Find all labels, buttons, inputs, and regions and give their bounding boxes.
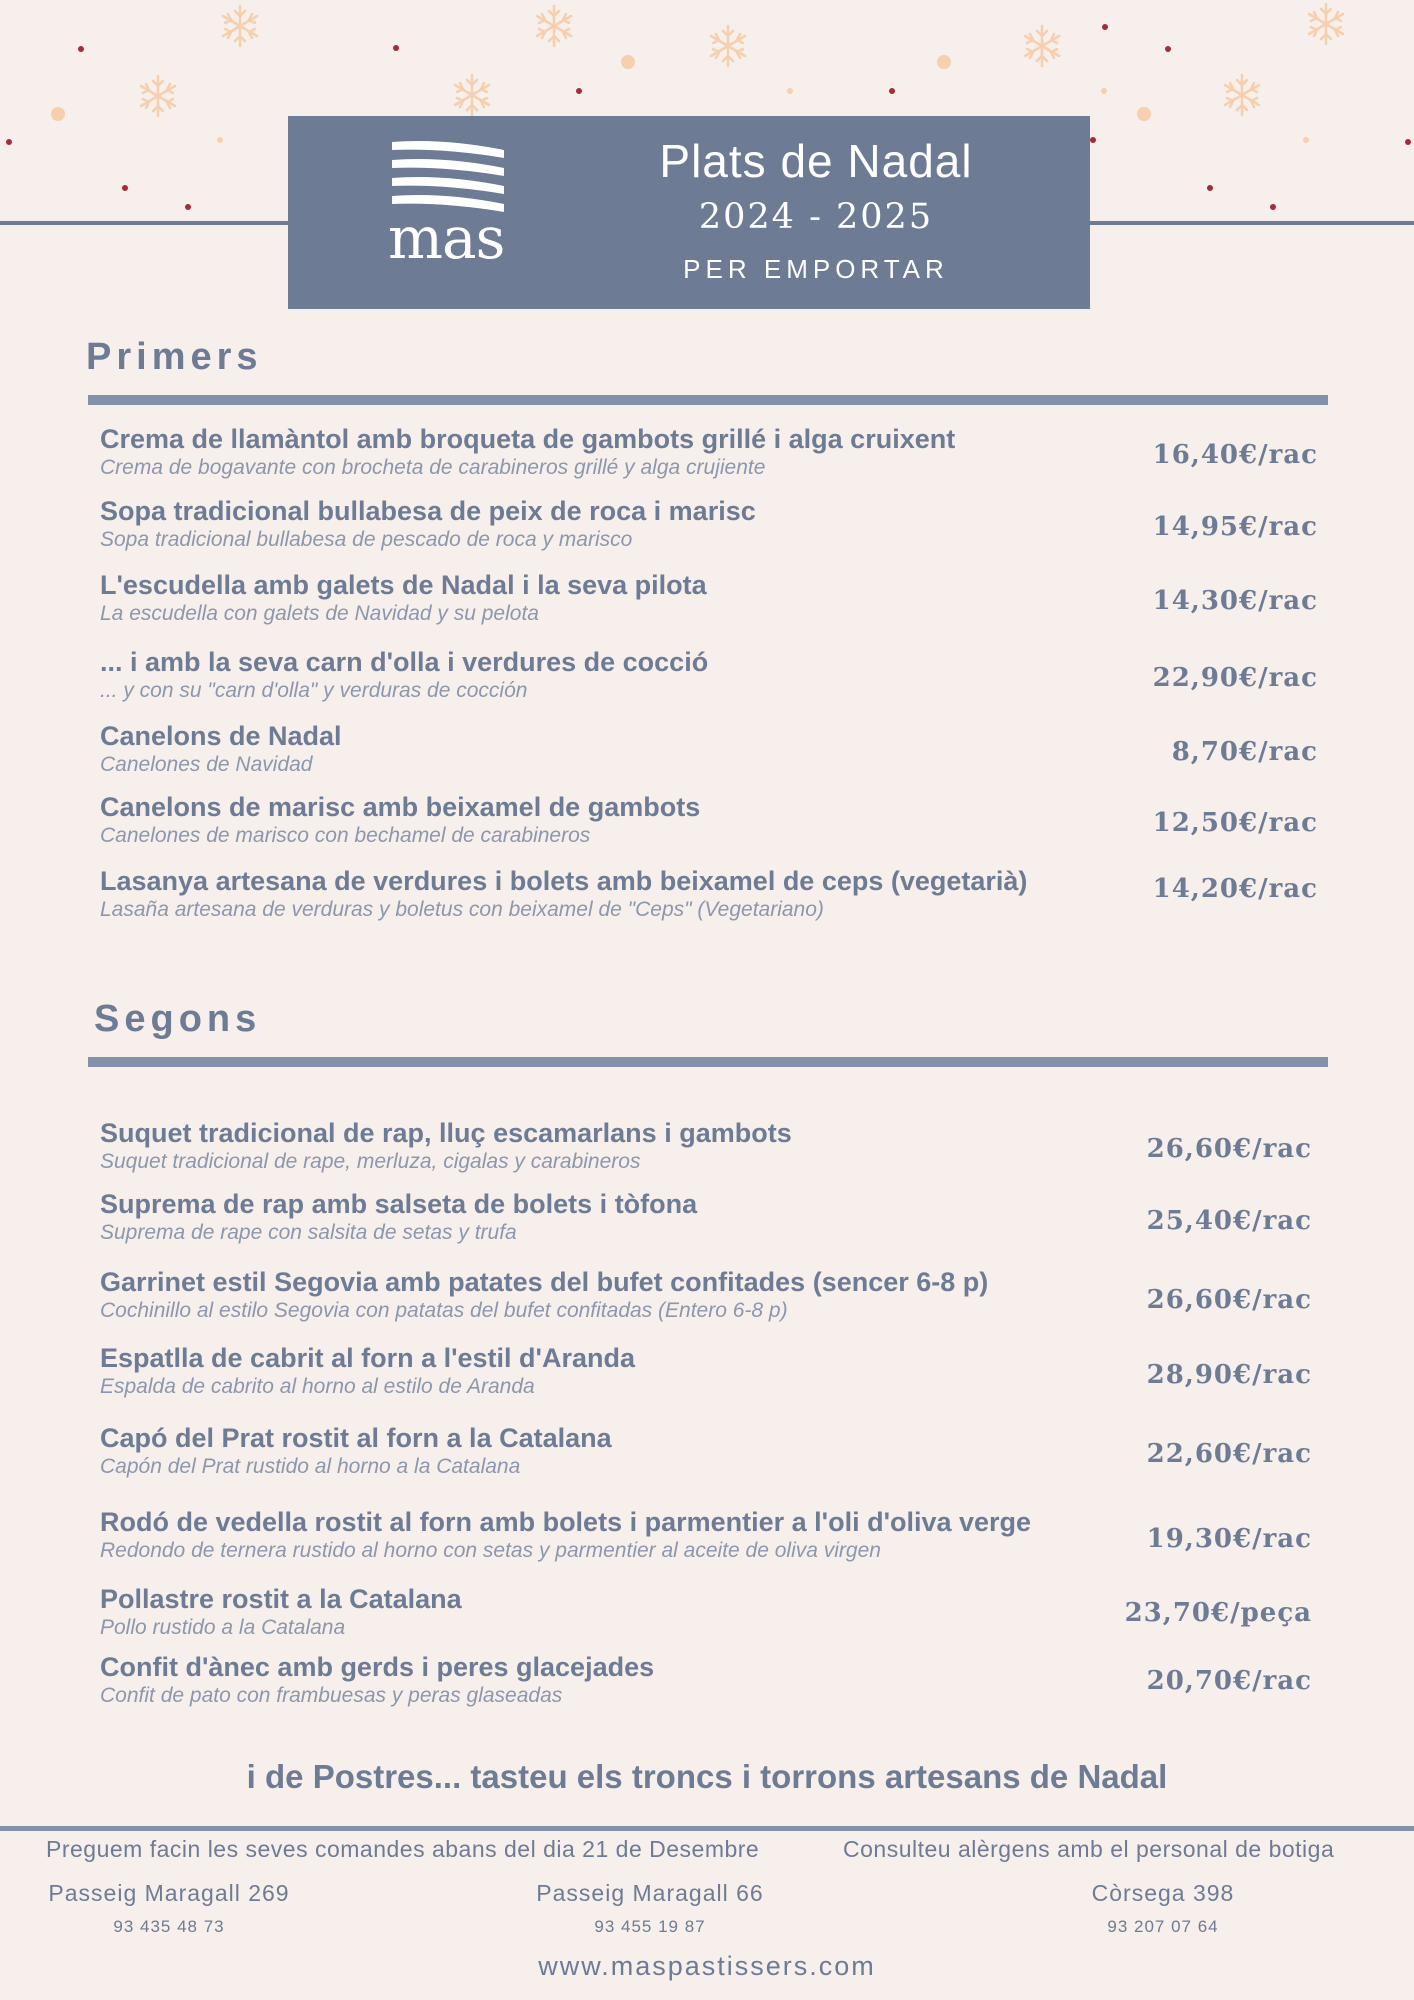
section-title-segons: Segons: [94, 998, 262, 1040]
menu-item: [100, 496, 1330, 552]
item-name: Garrinet estil Segovia amb patates del bufet confitades (sencer 6-8 p): [100, 1267, 989, 1297]
snowflake-icon: [537, 6, 571, 46]
section-title-primers: Primers: [86, 336, 263, 378]
item-price: 20,70€/rac: [1146, 1666, 1312, 1696]
menu-item: [100, 1267, 1330, 1323]
item-translation: Suquet tradicional de rape, merluza, cigalas y carabineros: [100, 1150, 641, 1173]
season-years: 2024 - 2025: [698, 197, 934, 237]
snowflake-icon: [1309, 4, 1343, 44]
shop-phone: 93 207 07 64: [1107, 1917, 1219, 1936]
shop-location: [1013, 1880, 1313, 1937]
postres-note: i de Postres... tasteu els troncs i torrons artesans de Nadal: [246, 1758, 1168, 1795]
item-name: Capó del Prat rostit al forn a la Catalana: [100, 1423, 612, 1453]
item-price: 14,20€/rac: [1152, 874, 1318, 904]
menu-item: [100, 1423, 1330, 1479]
shop-phone: 93 455 19 87: [594, 1917, 706, 1936]
item-translation: Canelones de marisco con bechamel de carabineros: [100, 824, 591, 847]
snowflake-icon: [223, 6, 257, 46]
shop-location: [19, 1880, 319, 1937]
menu-item: [100, 721, 1330, 777]
item-translation: Cochinillo al estilo Segovia con patatas del bufet confitadas (Entero 6-8 p): [100, 1299, 788, 1322]
menu-item: [100, 424, 1330, 480]
footer-divider: [0, 1826, 1414, 1831]
item-name: Crema de llamàntol amb broqueta de gambots grillé i alga cruixent: [100, 424, 956, 454]
menu-item: [100, 570, 1330, 626]
item-translation: Suprema de rape con salsita de setas y trufa: [100, 1221, 517, 1244]
item-name: Espatlla de cabrit al forn a l'estil d'Aranda: [100, 1343, 635, 1373]
item-translation: Pollo rustido a la Catalana: [100, 1616, 346, 1639]
takeaway-label: PER EMPORTAR: [683, 254, 949, 284]
item-translation: Confit de pato con frambuesas y peras glaseadas: [100, 1684, 563, 1707]
item-name: Canelons de Nadal: [100, 721, 342, 751]
item-translation: Espalda de cabrito al horno al estilo de Aranda: [100, 1375, 535, 1398]
item-price: 12,50€/rac: [1152, 808, 1318, 838]
item-price: 22,60€/rac: [1146, 1439, 1312, 1469]
item-price: 14,95€/rac: [1152, 512, 1318, 542]
item-translation: Redondo de ternera rustido al horno con setas y parmentier al aceite de oliva virgen: [100, 1539, 881, 1562]
shop-address: Passeig Maragall 269: [48, 1880, 290, 1906]
menu-item: [100, 792, 1330, 848]
item-price: 22,90€/rac: [1152, 663, 1318, 693]
item-translation: Crema de bogavante con brocheta de carabineros grillé y alga crujiente: [100, 456, 766, 479]
menu-item: [100, 1507, 1330, 1563]
menu-item: [100, 866, 1330, 922]
section-divider: [88, 395, 1328, 405]
shop-phone: 93 435 48 73: [113, 1917, 225, 1936]
menu-item: [100, 1118, 1330, 1174]
snowflake-icon: [1225, 75, 1259, 115]
item-translation: Sopa tradicional bullabesa de pescado de roca y marisco: [100, 528, 633, 551]
item-name: ... i amb la seva carn d'olla i verdures de cocció: [100, 647, 709, 677]
item-translation: Capón del Prat rustido al horno a la Catalana: [100, 1455, 521, 1478]
item-price: 26,60€/rac: [1146, 1134, 1312, 1164]
item-name: L'escudella amb galets de Nadal i la seva pilota: [100, 570, 707, 600]
shop-location: [500, 1880, 800, 1937]
website-link[interactable]: www.maspastissers.com: [538, 1951, 876, 1981]
header-banner: [288, 116, 1090, 309]
allergens-note: Consulteu alèrgens amb el personal de botiga: [843, 1836, 1335, 1862]
item-name: Suquet tradicional de rap, lluç escamarlans i gambots: [100, 1118, 792, 1148]
item-name: Lasanya artesana de verdures i bolets amb beixamel de ceps (vegetarià): [100, 866, 1028, 896]
snowflake-icon: [455, 75, 489, 115]
logo-text: mas: [388, 204, 505, 272]
snowflake-icon: [711, 26, 745, 66]
item-price: 23,70€/peça: [1124, 1598, 1312, 1628]
item-name: Sopa tradicional bullabesa de peix de roca i marisc: [100, 496, 756, 526]
item-translation: Lasaña artesana de verduras y boletus con beixamel de "Ceps" (Vegetariano): [100, 898, 824, 921]
item-price: 26,60€/rac: [1146, 1285, 1312, 1315]
menu-item: [100, 1189, 1330, 1245]
item-name: Canelons de marisc amb beixamel de gambots: [100, 792, 701, 822]
menu-item: [100, 1652, 1330, 1708]
snowflake-icon: [1025, 26, 1059, 66]
item-translation: Canelones de Navidad: [100, 753, 313, 776]
menu-item: [100, 1584, 1330, 1640]
item-price: 16,40€/rac: [1152, 440, 1318, 470]
top-divider-left: [0, 221, 290, 225]
section-divider: [88, 1057, 1328, 1067]
item-translation: La escudella con galets de Navidad y su pelota: [100, 602, 539, 625]
menu-item: [100, 647, 1330, 703]
snowflake-icon: [141, 76, 175, 116]
item-name: Confit d'ànec amb gerds i peres glacejades: [100, 1652, 655, 1682]
item-name: Rodó de vedella rostit al forn amb bolets i parmentier a l'oli d'oliva verge: [100, 1507, 1032, 1537]
shop-address: Còrsega 398: [1091, 1880, 1235, 1906]
page-title: Plats de Nadal: [659, 135, 973, 187]
order-deadline-note: Preguem facin les seves comandes abans del dia 21 de Desembre: [46, 1836, 760, 1862]
item-price: 28,90€/rac: [1146, 1360, 1312, 1390]
menu-item: [100, 1343, 1330, 1399]
item-translation: ... y con su "carn d'olla" y verduras de cocción: [100, 679, 528, 702]
item-name: Suprema de rap amb salseta de bolets i tòfona: [100, 1189, 698, 1219]
item-price: 25,40€/rac: [1146, 1206, 1312, 1236]
top-divider-right: [1088, 221, 1414, 225]
item-price: 14,30€/rac: [1152, 586, 1318, 616]
shop-address: Passeig Maragall 66: [536, 1880, 764, 1906]
item-price: 19,30€/rac: [1146, 1524, 1312, 1554]
item-name: Pollastre rostit a la Catalana: [100, 1584, 462, 1614]
item-price: 8,70€/rac: [1171, 737, 1318, 767]
